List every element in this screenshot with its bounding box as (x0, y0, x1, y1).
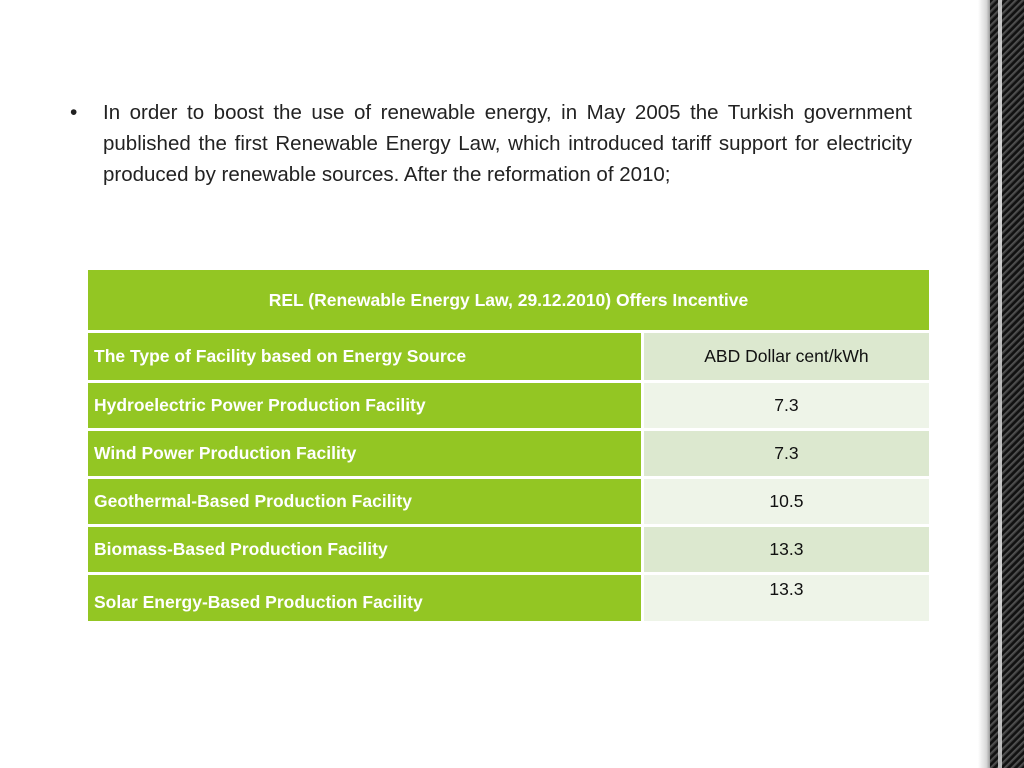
incentive-value: 13.3 (642, 526, 930, 574)
facility-label: Hydroelectric Power Production Facility (87, 382, 643, 430)
incentive-value: 7.3 (642, 382, 930, 430)
incentive-value: 7.3 (642, 430, 930, 478)
incentive-value: 13.3 (642, 574, 930, 623)
bullet-icon: • (70, 101, 78, 124)
side-border-pattern (990, 0, 1024, 768)
facility-label: Biomass-Based Production Facility (87, 526, 643, 574)
table-row (87, 382, 931, 430)
facility-label: Wind Power Production Facility (87, 430, 643, 478)
bullet-text: In order to boost the use of renewable energy, in May 2005 the Turkish government published the first Renewable Energy Law, which introduced tariff support for electricity produced by renewable sources. After the reformation of 2010; (103, 101, 912, 186)
header-unit: ABD Dollar cent/kWh (642, 332, 930, 382)
header-facility-type: The Type of Facility based on Energy Source (87, 332, 643, 382)
facility-label: Solar Energy-Based Production Facility (87, 574, 643, 623)
table-row (87, 478, 931, 526)
side-border-shadow (978, 0, 990, 768)
incentive-table (85, 267, 932, 624)
decorative-side-border (978, 0, 1024, 768)
side-border-highlight (998, 0, 1002, 768)
table-header-row (87, 332, 931, 382)
table-row (87, 526, 931, 574)
facility-label: Geothermal-Based Production Facility (87, 478, 643, 526)
table-title: REL (Renewable Energy Law, 29.12.2010) Offers Incentive (87, 269, 931, 332)
incentive-value: 10.5 (642, 478, 930, 526)
table-title-row (87, 269, 931, 332)
table-row (87, 430, 931, 478)
table-row (87, 574, 931, 623)
